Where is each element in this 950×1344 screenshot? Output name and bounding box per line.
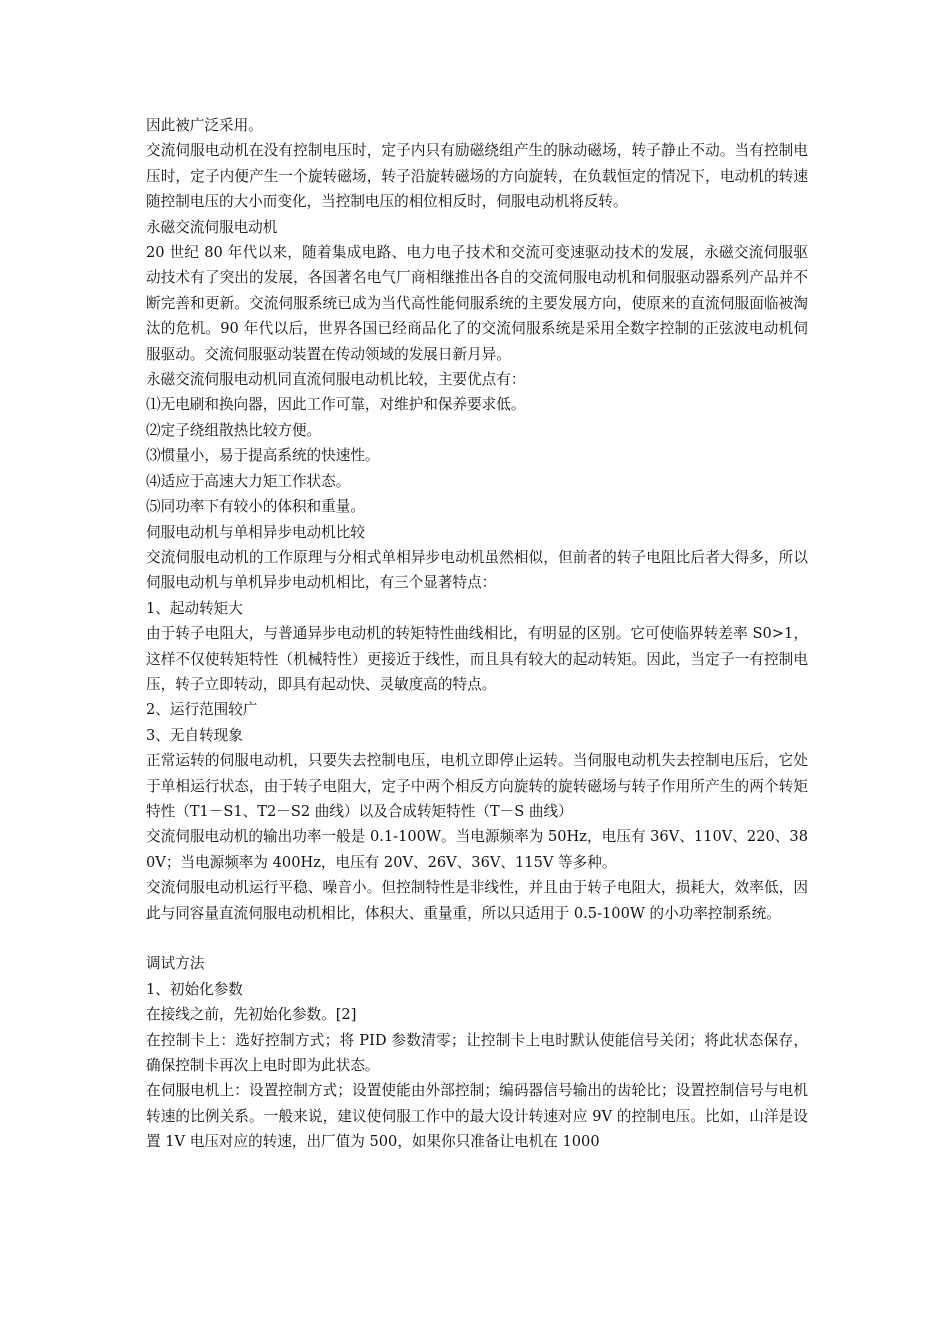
paragraph: 交流伺服电动机的工作原理与分相式单相异步电动机虽然相似，但前者的转子电阻比后者大得多，所以伺服电动机与单机异步电动机相比，有三个显著特点： xyxy=(146,548,808,592)
list-item: ⑵定子绕组散热比较方便。 xyxy=(146,421,322,439)
subheading: 1、起动转矩大 xyxy=(146,599,243,617)
paragraph: 交流伺服电动机的输出功率一般是 0.1-100W。当电源频率为 50Hz，电压有 36V、110V、220、380V；当电源频率为 400Hz，电压有 20V、26V、36V、115V 等多种。 xyxy=(146,828,808,871)
paragraph: 在控制卡上：选好控制方式；将 PID 参数清零；让控制卡上电时默认使能信号关闭；将此状态保存，确保控制卡再次上电时即为此状态。 xyxy=(146,1031,808,1075)
paragraph: 由于转子电阻大，与普通异步电动机的转矩特性曲线相比，有明显的区别。它可使临界转差率 S0>1，这样不仅使转矩特性（机械特性）更接近于线性，而且具有较大的起动转矩。因此，当定子一有控制电压，转子立即转动，即具有起动快、灵敏度高的特点。 xyxy=(146,625,808,693)
list-item: ⑶惯量小，易于提高系统的快速性。 xyxy=(146,447,380,465)
section-heading: 永磁交流伺服电动机 xyxy=(146,218,278,236)
paragraph: 交流伺服电动机运行平稳、噪音小。但控制特性是非线性，并且由于转子电阻大，损耗大，效率低，因此与同容量直流伺服电动机相比，体积大、重量重，所以只适用于 0.5-100W 的小功率控制系统。 xyxy=(146,879,808,922)
subheading: 2、运行范围较广 xyxy=(146,701,258,719)
list-item: ⑷适应于高速大力矩工作状态。 xyxy=(146,472,351,490)
document-page xyxy=(146,113,808,1155)
section-heading: 伺服电动机与单相异步电动机比较 xyxy=(146,523,365,541)
section-heading: 调试方法 xyxy=(146,955,205,973)
paragraph: 因此被广泛采用。 xyxy=(146,117,263,134)
paragraph: 永磁交流伺服电动机同直流伺服电动机比较，主要优点有： xyxy=(146,371,526,389)
blank-line xyxy=(146,926,808,951)
paragraph: 正常运转的伺服电动机，只要失去控制电压，电机立即停止运转。当伺服电动机失去控制电压后，它处于单相运行状态，由于转子电阻大，定子中两个相反方向旋转的旋转磁场与转子作用所产生的两个转矩特性（T1－S1、T2－S2 曲线）以及合成转矩特性（T－S 曲线） xyxy=(146,752,808,820)
subheading: 3、无自转现象 xyxy=(146,726,243,744)
list-item: ⑴无电刷和换向器，因此工作可靠，对维护和保养要求低。 xyxy=(146,396,526,414)
subheading: 1、初始化参数 xyxy=(146,980,243,998)
paragraph: 在伺服电机上：设置控制方式；设置使能由外部控制；编码器信号输出的齿轮比；设置控制信号与电机转速的比例关系。一般来说，建议使伺服工作中的最大设计转速对应 9V 的控制电压。比如，山洋是设置 1V 电压对应的转速，出厂值为 500，如果你只准备让电机在 1000 xyxy=(146,1082,808,1151)
paragraph: 交流伺服电动机在没有控制电压时，定子内只有励磁绕组产生的脉动磁场，转子静止不动。当有控制电压时，定子内便产生一个旋转磁场，转子沿旋转磁场的方向旋转，在负载恒定的情况下，电动机的转速随控制电压的大小而变化，当控制电压的相位相反时，伺服电动机将反转。 xyxy=(146,142,808,211)
list-item: ⑸同功率下有较小的体积和重量。 xyxy=(146,498,365,516)
paragraph: 在接线之前，先初始化参数。[2] xyxy=(146,1006,357,1024)
paragraph: 20 世纪 80 年代以来，随着集成电路、电力电子技术和交流可变速驱动技术的发展，永磁交流伺服驱动技术有了突出的发展，各国著名电气厂商相继推出各自的交流伺服电动机和伺服驱动器系列产品并不断完善和更新。交流伺服系统已成为当代高性能伺服系统的主要发展方向，使原来的直流伺服面临被淘汰的危机。90 年代以后，世界各国已经商品化了的交流伺服系统是采用全数字控制的正弦波电动机伺服驱动。交流伺服驱动装置在传动领域的发展日新月异。 xyxy=(146,244,808,363)
